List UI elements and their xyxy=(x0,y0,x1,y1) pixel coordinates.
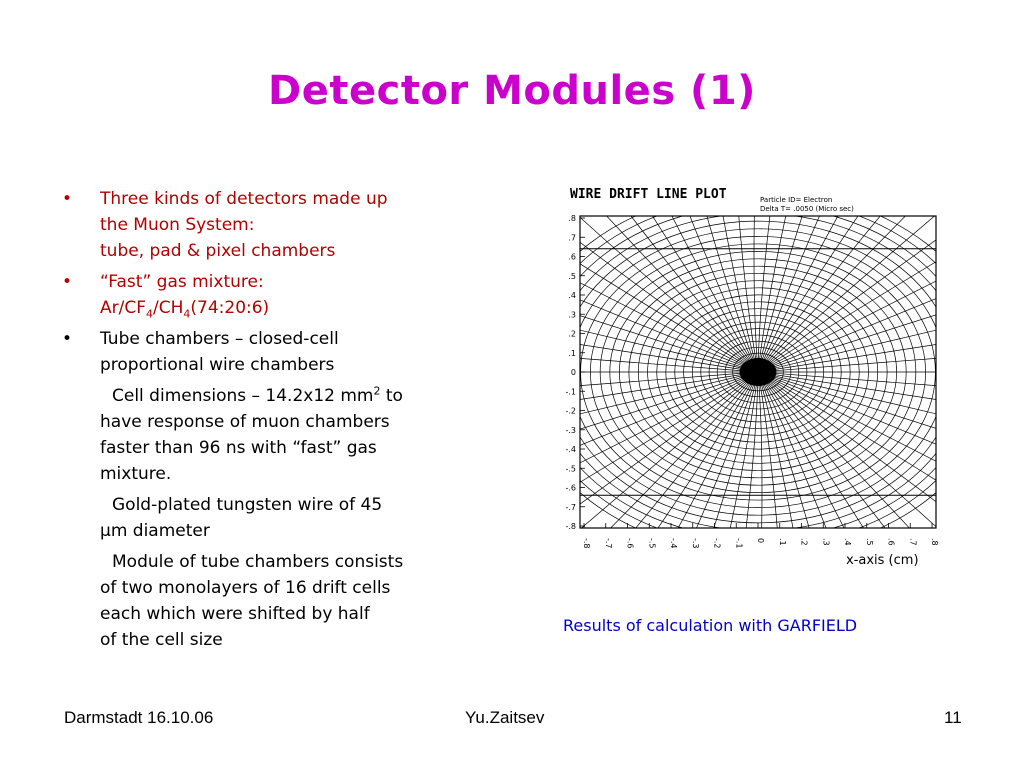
subitem-module: Module of tube chambers consists of two monolayers of 16 drift cells each which were shifted by half of the cell size xyxy=(100,552,404,650)
footer-page-number: 11 xyxy=(944,708,962,727)
plot-info-delta: Delta T= .0050 (Micro sec) xyxy=(760,205,854,213)
bullet-text: Three kinds of detectors made up xyxy=(100,189,388,209)
subitem-cell-dimensions: Cell dimensions – 14.2x12 $mm^2$ to have response of muon chambers faster than 96 ns with “fast” gas mixture. xyxy=(100,384,403,484)
x-axis-ticks xyxy=(582,523,939,549)
x-tick-label: 0 xyxy=(756,538,765,544)
y-tick-label: -.1 xyxy=(565,387,576,397)
bullet-text: proportional wire chambers xyxy=(100,355,335,375)
drift-line xyxy=(758,217,966,372)
y-tick-label: -.4 xyxy=(565,445,576,454)
y-tick-label: .5 xyxy=(568,271,576,281)
x-tick-label: -.6 xyxy=(625,538,635,549)
plot-info-particle: Particle ID= Electron xyxy=(760,196,833,204)
x-tick-label: .2 xyxy=(799,538,809,546)
drift-line xyxy=(678,180,758,372)
x-tick-label: .4 xyxy=(843,538,852,546)
y-tick-label: -.5 xyxy=(565,464,576,474)
drift-line xyxy=(758,372,966,527)
drift-line xyxy=(546,302,758,372)
x-tick-label: -.4 xyxy=(669,538,678,549)
bullet-text: the Muon System: xyxy=(100,215,255,235)
gas-formula: $Ar/CF_4/CH_4(74:20:6)$ xyxy=(100,298,270,321)
bullet-text: tube, pad & pixel chambers xyxy=(100,241,336,261)
y-tick-label: 0 xyxy=(570,368,576,377)
x-tick-label: -.3 xyxy=(690,538,700,549)
footer-date: Darmstadt 16.10.06 xyxy=(64,708,214,727)
y-tick-label: -.6 xyxy=(565,483,576,493)
drift-line xyxy=(546,372,758,486)
drift-line xyxy=(652,180,758,372)
drift-line-field xyxy=(546,180,966,570)
y-tick-label: .7 xyxy=(568,233,576,243)
footer-author: Yu.Zaitsev xyxy=(465,708,545,727)
y-tick-label: -.8 xyxy=(565,522,576,531)
drift-line xyxy=(758,198,966,372)
y-tick-label: .6 xyxy=(568,252,576,262)
x-tick-label: .7 xyxy=(908,538,918,546)
bullet-text: Tube chambers – closed-cell xyxy=(100,329,339,349)
y-tick-label: .1 xyxy=(568,348,576,358)
subitem-wire: Gold-plated tungsten wire of 45 μm diameter xyxy=(100,495,383,541)
bullet-marker: • xyxy=(62,329,73,349)
x-tick-label: .1 xyxy=(777,538,787,546)
y-tick-label: .4 xyxy=(568,291,576,300)
bullet-marker: • xyxy=(62,272,73,292)
drift-line xyxy=(546,372,758,546)
drift-line xyxy=(754,180,758,372)
x-tick-label: -.8 xyxy=(582,538,591,549)
bullet-list xyxy=(62,186,507,653)
x-tick-label: .3 xyxy=(821,538,831,546)
plot-caption: Results of calculation with GARFIELD xyxy=(563,616,858,635)
y-tick-label: -.2 xyxy=(565,406,576,416)
y-tick-label: .8 xyxy=(568,214,576,223)
bullet-marker: • xyxy=(62,189,73,209)
wire-drift-line-plot xyxy=(546,180,966,570)
y-tick-label: -.3 xyxy=(565,425,576,435)
x-tick-label: -.2 xyxy=(712,538,722,549)
x-tick-label: -.1 xyxy=(734,538,744,549)
x-tick-label: -.5 xyxy=(647,538,657,549)
x-tick-label: .5 xyxy=(864,538,874,546)
y-tick-label: -.7 xyxy=(565,502,576,512)
x-tick-label: -.7 xyxy=(603,538,613,549)
bullet-gas-mixture xyxy=(62,269,507,321)
x-tick-label: .6 xyxy=(886,538,896,546)
x-axis-label: x-axis (cm) xyxy=(846,553,919,568)
drift-line xyxy=(704,180,758,372)
plot-title: WIRE DRIFT LINE PLOT xyxy=(570,187,727,202)
y-tick-label: .2 xyxy=(568,329,576,339)
bullet-tube-chambers xyxy=(62,326,507,378)
bullet-detectors xyxy=(62,186,507,264)
x-tick-label: .8 xyxy=(930,538,939,546)
wire-core xyxy=(740,358,776,386)
drift-line xyxy=(581,180,758,372)
drift-line xyxy=(546,258,758,372)
y-tick-label: .3 xyxy=(568,310,576,320)
bullet-text: “Fast” gas mixture: xyxy=(100,272,264,292)
slide-title: Detector Modules (1) xyxy=(268,68,756,114)
drift-line xyxy=(546,348,758,372)
